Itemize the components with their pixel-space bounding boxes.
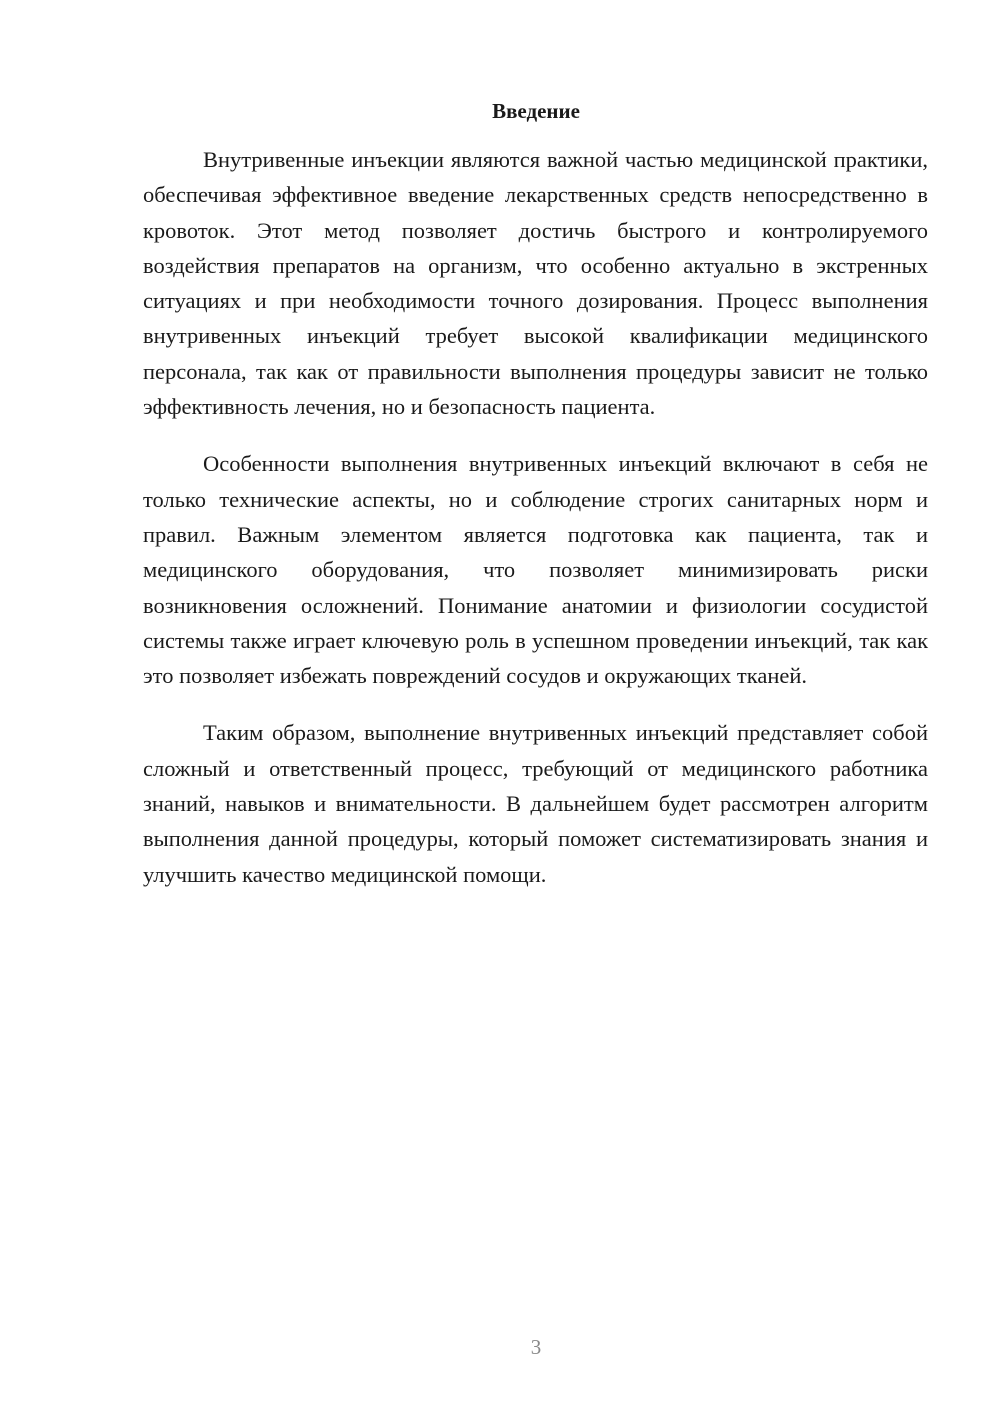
paragraph-3: Таким образом, выполнение внутривенных инъекций представляет собой сложный и ответственный процесс, требующий от медицинского работника знаний, навыков и внимательности. В дальнейшем будет рассмотрен алгоритм выполнения данной процедуры, который поможет систематизировать знания и улучшить качество медицинской помощи. bbox=[143, 720, 928, 887]
paragraph-2: Особенности выполнения внутривенных инъекций включают в себя не только технические аспекты, но и соблюдение строгих санитарных норм и правил. Важным элементом является подготовка как пациента, так и медицинского оборудования, что позволяет минимизировать риски возникновения осложнений. Понимание анатомии и физиологии сосудистой системы также играет ключевую роль в успешном проведении инъекций, так как это позволяет избежать повреждений сосудов и окружающих тканей. bbox=[143, 451, 928, 689]
paragraph-1: Внутривенные инъекции являются важной частью медицинской практики, обеспечивая эффективное введение лекарственных средств непосредственно в кровоток. Этот метод позволяет достичь быстрого и контролируемого воздействия препаратов на организм, что особенно актуально в экстренных ситуациях и при необходимости точного дозирования. Процесс выполнения внутривенных инъекций требует высокой квалификации медицинского персонала, так как от правильности выполнения процедуры зависит не только эффективность лечения, но и безопасность пациента. bbox=[143, 147, 928, 420]
page-number: 3 bbox=[530, 1335, 542, 1359]
body-text bbox=[143, 142, 928, 914]
section-heading: Введение bbox=[492, 99, 580, 123]
